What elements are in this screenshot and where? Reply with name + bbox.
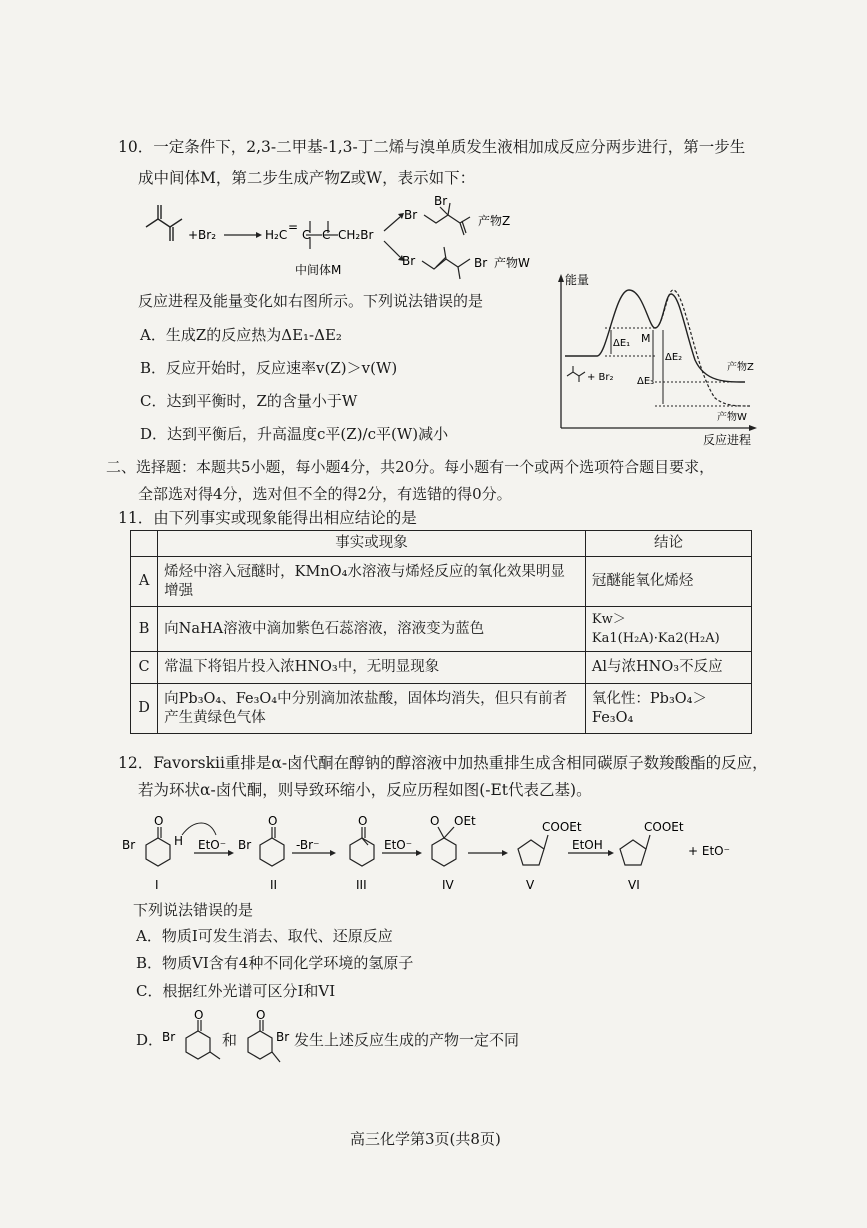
q10-option-a: A．生成Z的反应热为ΔE₁-ΔE₂ [140,326,342,344]
compound-v [518,820,582,892]
energy-delta-e2: ΔE₂ [665,352,683,363]
label-iii: III [356,878,367,892]
q10-product-z-br2: Br [434,195,448,208]
q10-product-w-br2: Br [474,256,488,270]
row-label: B [131,607,158,652]
q12-option-d-prefix: D． [136,1031,164,1049]
q11-stem: 11．由下列事实或现象能得出相应结论的是 [118,509,417,527]
q10-product-z-br1: Br [404,208,418,222]
energy-reactant-label: + Br₂ [587,372,614,383]
i-br: Br [122,838,136,852]
iii-oxygen: O [358,814,368,828]
label-i: I [155,878,159,892]
q10-reaction-scheme [138,195,558,285]
label-v: V [526,878,535,892]
row-fact: 向NaHA溶液中滴加紫色石蕊溶液，溶液变为蓝色 [158,607,586,652]
q11-table [130,530,752,734]
row-conclusion: Al与浓HNO₃不反应 [585,652,751,684]
q12-stem-line2: 若为环状α-卤代酮，则导致环缩小，反应历程如图(-Et代表乙基)。 [138,781,592,799]
q12-reaction-scheme [120,805,740,895]
q12-option-d-suffix: 发生上述反应生成的产物一定不同 [294,1031,520,1049]
energy-product-w-label: 产物W [717,412,747,423]
svg-text:Br: Br [162,1030,176,1044]
energy-m-label: M [641,332,651,345]
energy-curve-z [565,290,745,382]
row-conclusion: 氧化性：Pb₃O₄＞Fe₃O₄ [585,684,751,734]
table-row [131,557,752,607]
label-iv: IV [442,878,454,892]
svg-text:C: C [322,228,331,242]
label-ii: II [270,878,278,892]
energy-delta-e3: ΔE₃ [637,376,655,387]
q12-option-c: C．根据红外光谱可区分I和VI [136,982,336,1000]
q12-intro: 下列说法错误的是 [133,901,254,919]
q10-intermediate-right: CH₂Br [338,228,374,242]
ii-br: Br [238,838,252,852]
svg-text:O: O [194,1010,204,1022]
energy-delta-e1: ΔE₁ [613,338,631,349]
q12-option-d-and: 和 [222,1031,238,1049]
section2-line2: 全部选对得4分，选对但不全的得2分，有选错的得0分。 [138,485,512,503]
page-footer: 高三化学第3页(共8页) [350,1130,501,1148]
table-header-fact: 事实或现象 [158,531,586,557]
q12-option-b: B．物质VI含有4种不同化学环境的氢原子 [136,954,414,972]
energy-x-label: 反应进程 [703,433,752,447]
q10-option-d: D．达到平衡后，升高温度c平(Z)/c平(W)减小 [140,425,449,443]
q10-energy-diagram [545,270,760,450]
compound-i [122,814,183,892]
energy-y-label: 能量 [565,273,590,287]
row-conclusion: Kw＞Ka1(H₂A)·Ka2(H₂A) [585,607,751,652]
i-h: H [174,834,184,848]
svg-text:Br: Br [276,1030,290,1044]
table-row [131,652,752,684]
q12-option-a: A．物质I可发生消去、取代、还原反应 [136,927,393,945]
row-fact: 常温下将铝片投入浓HNO₃中，无明显现象 [158,652,586,684]
iv-oet: OEt [454,814,476,828]
compound-ii [238,814,284,892]
svg-text:C: C [302,228,311,242]
row-label: A [131,557,158,607]
iv-oxygen: O [430,814,440,828]
q10-intro: 反应进程及能量变化如右图所示。下列说法错误的是 [138,292,484,310]
step3-eto: EtO⁻ [384,838,413,852]
svg-text:O: O [256,1010,266,1022]
ii-oxygen: O [268,814,278,828]
step5-etoh: EtOH [572,838,603,852]
table-header-conclusion: 结论 [585,531,751,557]
energy-product-z-label: 产物Z [727,362,754,373]
row-label: D [131,684,158,734]
i-oxygen: O [154,814,164,828]
step2-minus-br: -Br⁻ [296,838,320,852]
q10-stem-line1: 10．一定条件下，2,3-二甲基-1,3-丁二烯与溴单质发生液相加成反应分两步进行，第一步生 [118,138,746,156]
q10-option-c: C．达到平衡时，Z的含量小于W [140,392,358,410]
step1-eto: EtO⁻ [198,838,227,852]
q10-stem-line2: 成中间体M，第二步生成产物Z或W，表示如下： [138,169,476,187]
q12-stem-line1: 12．Favorskii重排是α-卤代酮在醇钠的醇溶液中加热重排生成含相同碳原子数羧酸酯的反应， [118,754,768,772]
table-header-row [131,531,752,557]
svg-text:=: = [288,220,299,234]
q10-product-w-br1: Br [402,254,416,268]
plus-eto: + EtO⁻ [688,844,730,858]
q10-intermediate-left: H₂C [265,228,288,242]
label-vi: VI [628,878,640,892]
v-cooet: COOEt [542,820,582,834]
row-fact: 向Pb₃O₄、Fe₃O₄中分别滴加浓盐酸，固体均消失，但只有前者产生黄绿色气体 [158,684,586,734]
compound-iii [350,814,374,892]
section2-line1: 二、选择题：本题共5小题，每小题4分，共20分。每小题有一个或两个选项符合题目要求， [106,458,715,476]
q10-reagent: +Br₂ [188,228,217,242]
row-conclusion: 冠醚能氧化烯烃 [585,557,751,607]
q10-product-w-label: 产物W [494,256,530,270]
q10-intermediate-label: 中间体M [295,263,342,277]
table-row [131,607,752,652]
row-fact: 烯烃中溶入冠醚时，KMnO₄水溶液与烯烃反应的氧化效果明显增强 [158,557,586,607]
table-row [131,684,752,734]
compound-vi [620,820,684,892]
energy-curve-w [655,290,750,406]
q10-product-z-label: 产物Z [478,214,511,228]
q10-option-b: B．反应开始时，反应速率v(Z)＞v(W) [140,359,398,377]
vi-cooet: COOEt [644,820,684,834]
row-label: C [131,652,158,684]
